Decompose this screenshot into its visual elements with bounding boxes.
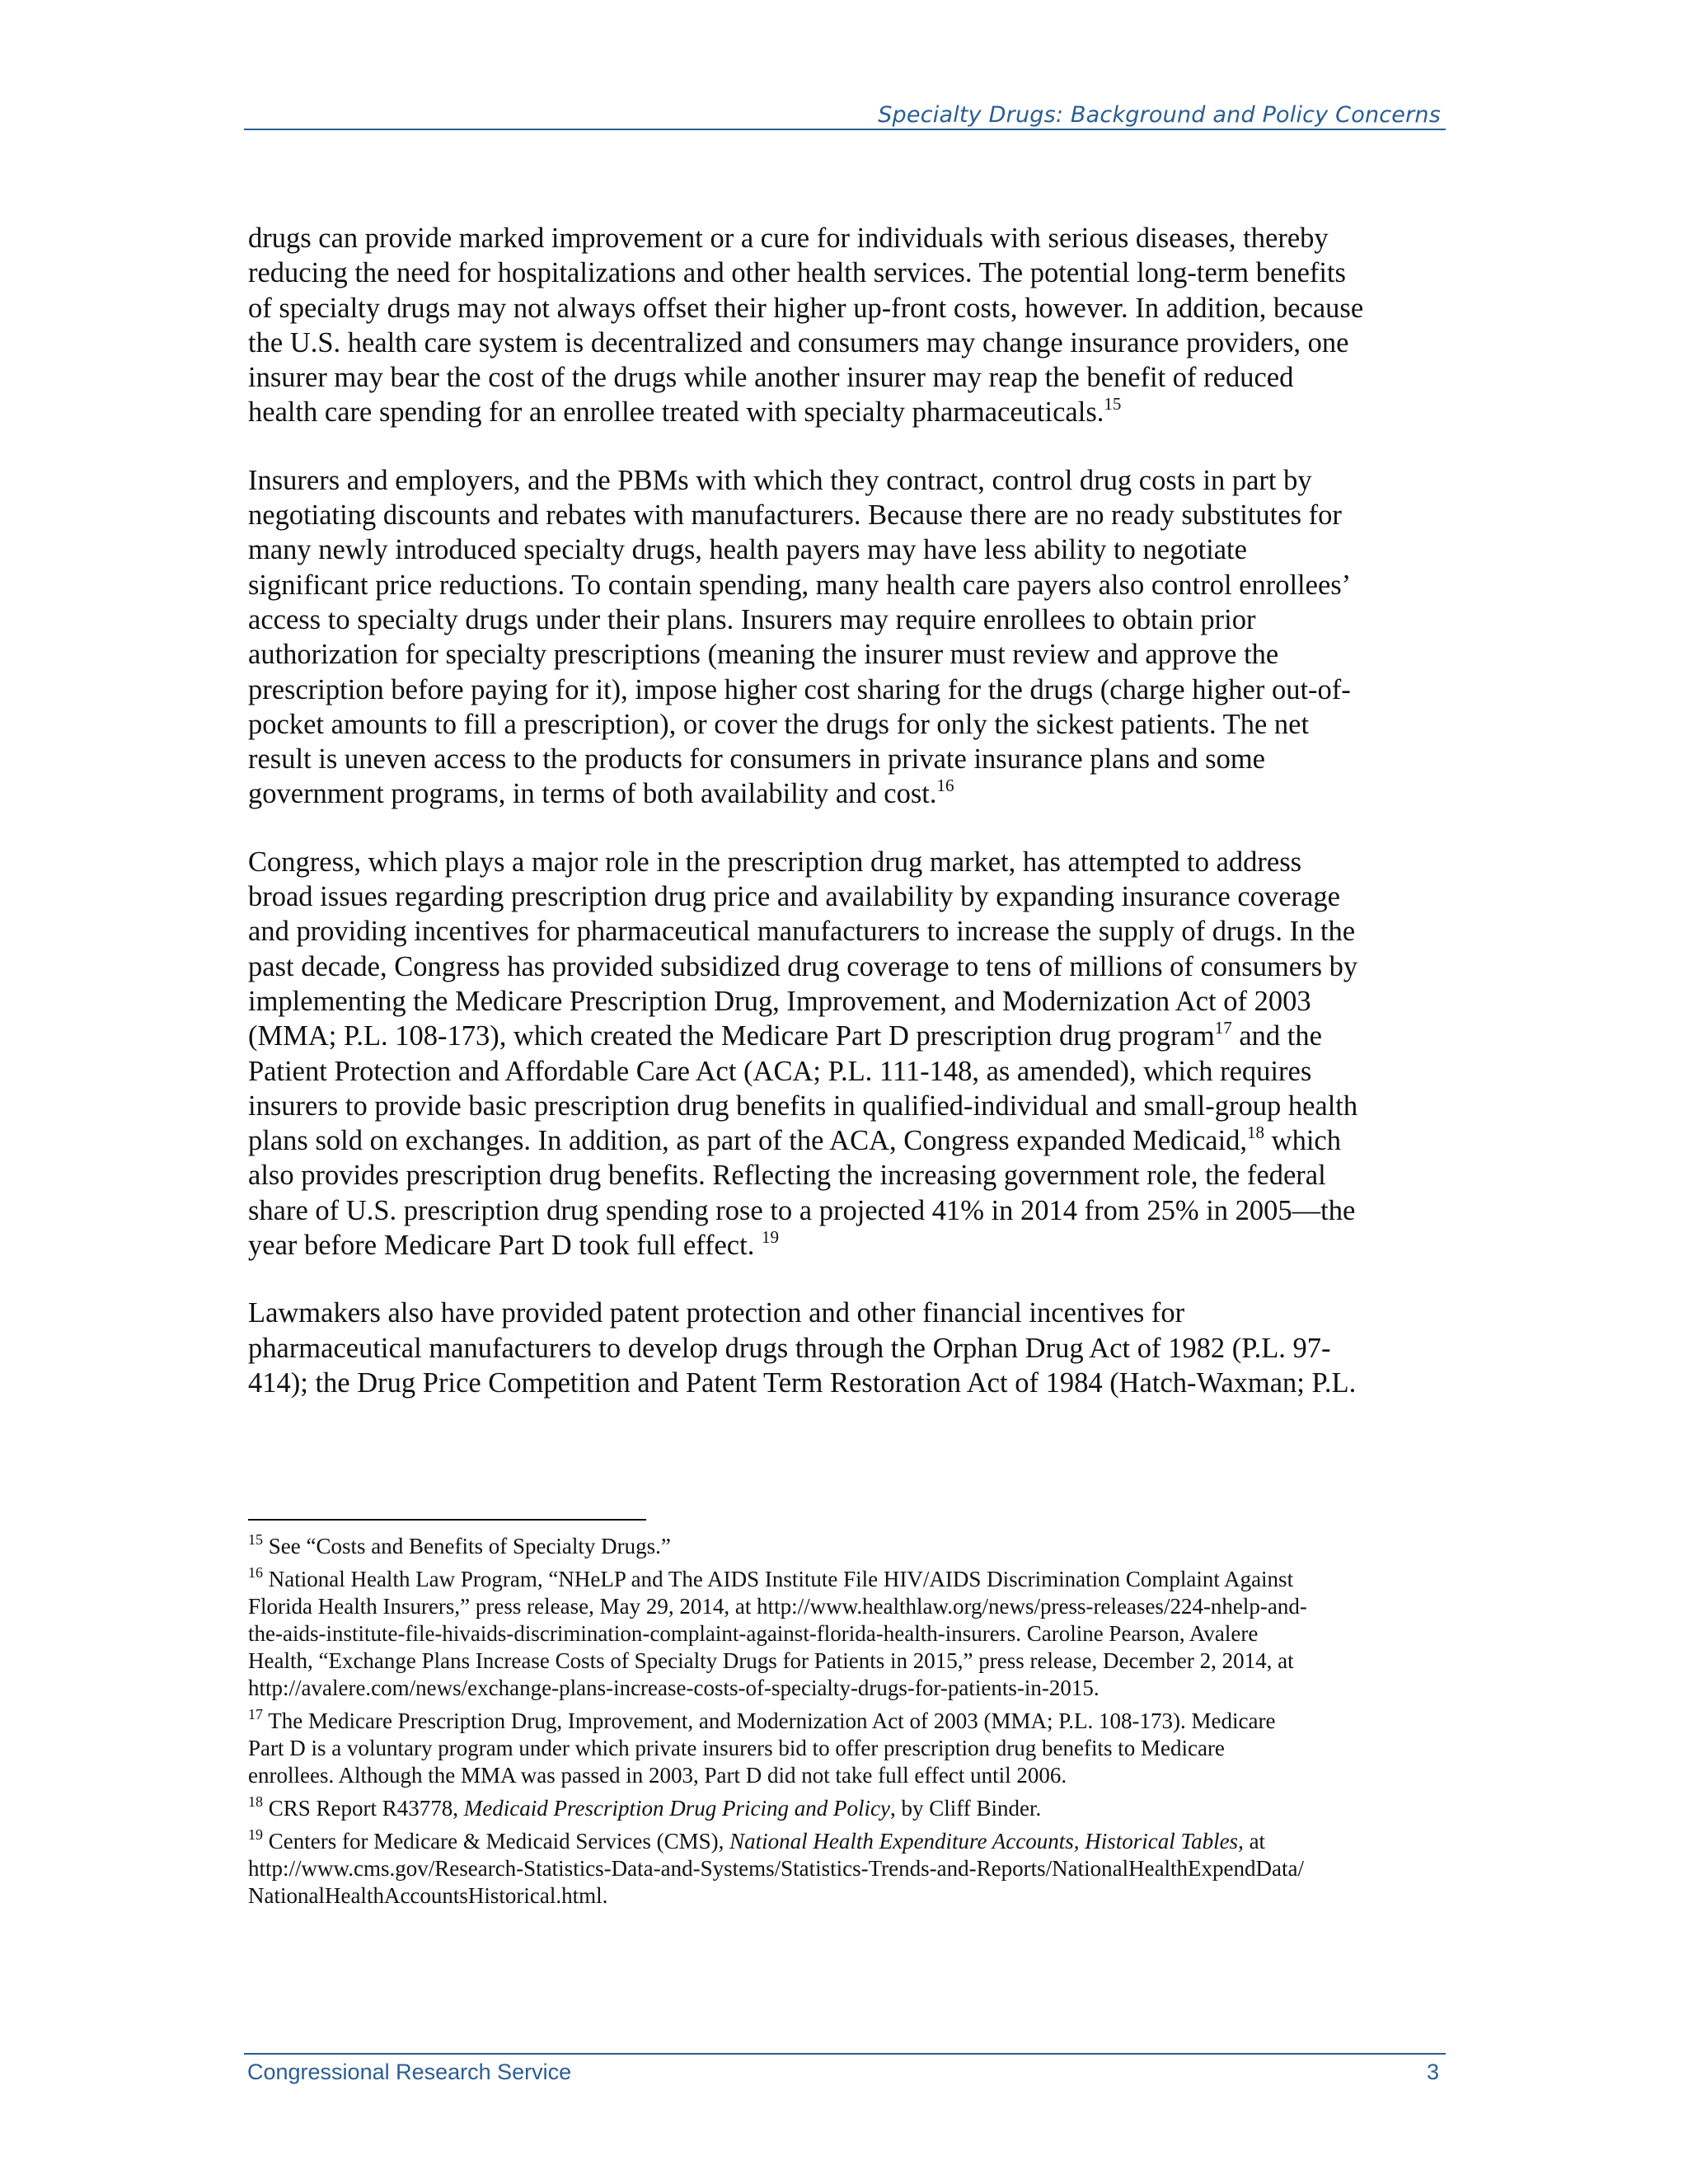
text-line: past decade, Congress has provided subsidized drug coverage to tens of millions of consumers by [248,950,1358,982]
footnote-19 [248,1828,1451,1910]
footnote-18 [248,1795,1451,1822]
footnote-17 [248,1708,1451,1789]
page-header [244,92,1446,130]
text-segment: (MMA; P.L. 108-173), which created the Medicare Part D prescription drug program [248,1020,1215,1052]
text-segment: See “Costs and Benefits of Specialty Drugs.” [263,1534,671,1558]
footnote-number: 17 [248,1706,263,1722]
text-line: many newly introduced specialty drugs, health payers may have less ability to negotiate [248,534,1247,566]
text-segment: Centers for Medicare & Medicaid Services (CMS), [263,1829,730,1854]
text-line [248,1123,1451,1158]
text-line [248,776,1451,811]
text-line: http://avalere.com/news/exchange-plans-increase-costs-of-specialty-drugs-for-patients-in-2015. [248,1675,1100,1700]
paragraph-2 [248,463,1451,812]
paragraph-3 [248,845,1451,1263]
page-number: 3 [1426,2060,1439,2084]
text-line: http://www.cms.gov/Research-Statistics-Data-and-Systems/Statistics-Trends-and-Reports/NationalHealthExpendData/ [248,1856,1304,1881]
text-line: access to specialty drugs under their plans. Insurers may require enrollees to obtain prior [248,603,1256,635]
text-line: Florida Health Insurers,” press release, May 29, 2014, at http://www.healthlaw.org/news/press-releases/224-nhelp-and- [248,1594,1307,1619]
footnote-15 [248,1533,1451,1560]
text-segment: government programs, in terms of both availability and cost. [248,778,937,810]
text-segment: The Medicare Prescription Drug, Improvement, and Modernization Act of 2003 (MMA; P.L. 108-173). Medicare [263,1708,1276,1733]
text-line: enrollees. Although the MMA was passed in 2003, Part D did not take full effect until 2006. [248,1763,1067,1788]
text-line: prescription before paying for it), impose higher cost sharing for the drugs (charge higher out-of- [248,673,1351,705]
running-title: Specialty Drugs: Background and Policy Concerns [878,102,1441,128]
page-footer [244,2053,1446,2088]
text-line: Health, “Exchange Plans Increase Costs of Specialty Drugs for Patients in 2015,” press release, December 2, 2014, at [248,1648,1294,1673]
body-text [248,221,1451,1433]
footnotes [248,1533,1451,1915]
text-line: drugs can provide marked improvement or a cure for individuals with serious diseases, thereby [248,223,1329,254]
text-segment: health care spending for an enrollee treated with specialty pharmaceuticals. [248,396,1104,429]
text-line: result is uneven access to the products for consumers in private insurance plans and some [248,743,1265,776]
text-line: authorization for specialty prescriptions (meaning the insurer must review and approve the [248,639,1279,671]
footnote-ref-17[interactable]: 17 [1214,1018,1232,1038]
footnote-number: 16 [248,1564,263,1581]
text-segment: plans sold on exchanges. In addition, as part of the ACA, Congress expanded Medicaid, [248,1125,1248,1157]
text-segment: , at [1238,1829,1266,1854]
text-line: the U.S. health care system is decentralized and consumers may change insurance providers, one [248,326,1349,359]
text-line: negotiating discounts and rebates with manufacturers. Because there are no ready substitutes for [248,499,1342,532]
text-segment: and the [1231,1020,1322,1052]
text-line: NationalHealthAccountsHistorical.html. [248,1883,608,1908]
text-segment: which [1264,1125,1341,1157]
text-line: of specialty drugs may not always offset their higher up-front costs, however. In addition, because [248,292,1364,324]
text-line: pocket amounts to fill a prescription), or cover the drugs for only the sickest patients. The net [248,708,1310,740]
text-segment: CRS Report R43778, [263,1796,464,1821]
text-line [248,1019,1451,1053]
text-line: implementing the Medicare Prescription Drug, Improvement, and Modernization Act of 2003 [248,985,1311,1017]
report-title: Medicaid Prescription Drug Pricing and Policy [463,1796,890,1821]
text-line: Insurers and employers, and the PBMs with which they contract, control drug costs in part by [248,464,1312,496]
text-line: and providing incentives for pharmaceutical manufacturers to increase the supply of drugs. In the [248,916,1356,948]
text-line [248,1708,1451,1735]
text-segment: year before Medicare Part D took full effect. [248,1230,762,1262]
paragraph-4 [248,1296,1451,1400]
footnote-ref-16[interactable]: 16 [936,776,954,796]
text-segment: National Health Law Program, “NHeLP and The AIDS Institute File HIV/AIDS Discrimination Complaint Against [263,1567,1294,1591]
text-line [248,1566,1451,1593]
footnote-number: 19 [248,1826,263,1843]
text-line: significant price reductions. To contain spending, many health care payers also control enrollees’ [248,569,1352,601]
text-line [248,395,1451,429]
footer-org-name: Congressional Research Service [247,2060,572,2084]
text-line: reducing the need for hospitalizations and other health services. The potential long-term benefits [248,257,1346,289]
text-line [248,1795,1451,1822]
text-line [248,1533,1451,1560]
text-line: broad issues regarding prescription drug price and availability by expanding insurance coverage [248,881,1340,913]
text-line: Lawmakers also have provided patent protection and other financial incentives for [248,1297,1185,1329]
text-line: share of U.S. prescription drug spending rose to a projected 41% in 2014 from 25% in 2005—the [248,1194,1356,1226]
text-line [248,1228,1451,1263]
footnote-ref-15[interactable]: 15 [1104,394,1122,415]
text-line: pharmaceutical manufacturers to develop drugs through the Orphan Drug Act of 1982 (P.L. 97- [248,1332,1331,1364]
text-segment: , by Cliff Binder. [889,1796,1042,1821]
text-line [248,1828,1451,1855]
report-title: National Health Expenditure Accounts, Historical Tables [729,1829,1239,1854]
footnote-16 [248,1566,1451,1702]
text-line: 414); the Drug Price Competition and Patent Term Restoration Act of 1984 (Hatch-Waxman; P.L. [248,1366,1357,1399]
text-line: insurers to provide basic prescription drug benefits in qualified-individual and small-group health [248,1090,1358,1122]
footnote-number: 15 [248,1531,263,1548]
text-line: Patient Protection and Affordable Care Act (ACA; P.L. 111-148, as amended), which requires [248,1055,1312,1087]
text-line: Congress, which plays a major role in the prescription drug market, has attempted to address [248,846,1302,878]
paragraph-1 [248,221,1451,430]
footnote-ref-18[interactable]: 18 [1247,1122,1265,1143]
text-line: also provides prescription drug benefits. Reflecting the increasing government role, the federal [248,1160,1326,1192]
footnote-separator [248,1519,646,1521]
text-line: Part D is a voluntary program under which private insurers bid to offer prescription drug benefits to Medicare [248,1736,1225,1760]
footnote-ref-19[interactable]: 19 [761,1227,779,1248]
text-line: the-aids-institute-file-hivaids-discrimination-complaint-against-florida-health-insurers. Caroline Pearson, Avalere [248,1621,1259,1646]
text-line: insurer may bear the cost of the drugs while another insurer may reap the benefit of reduced [248,362,1294,394]
footnote-number: 18 [248,1793,263,1810]
